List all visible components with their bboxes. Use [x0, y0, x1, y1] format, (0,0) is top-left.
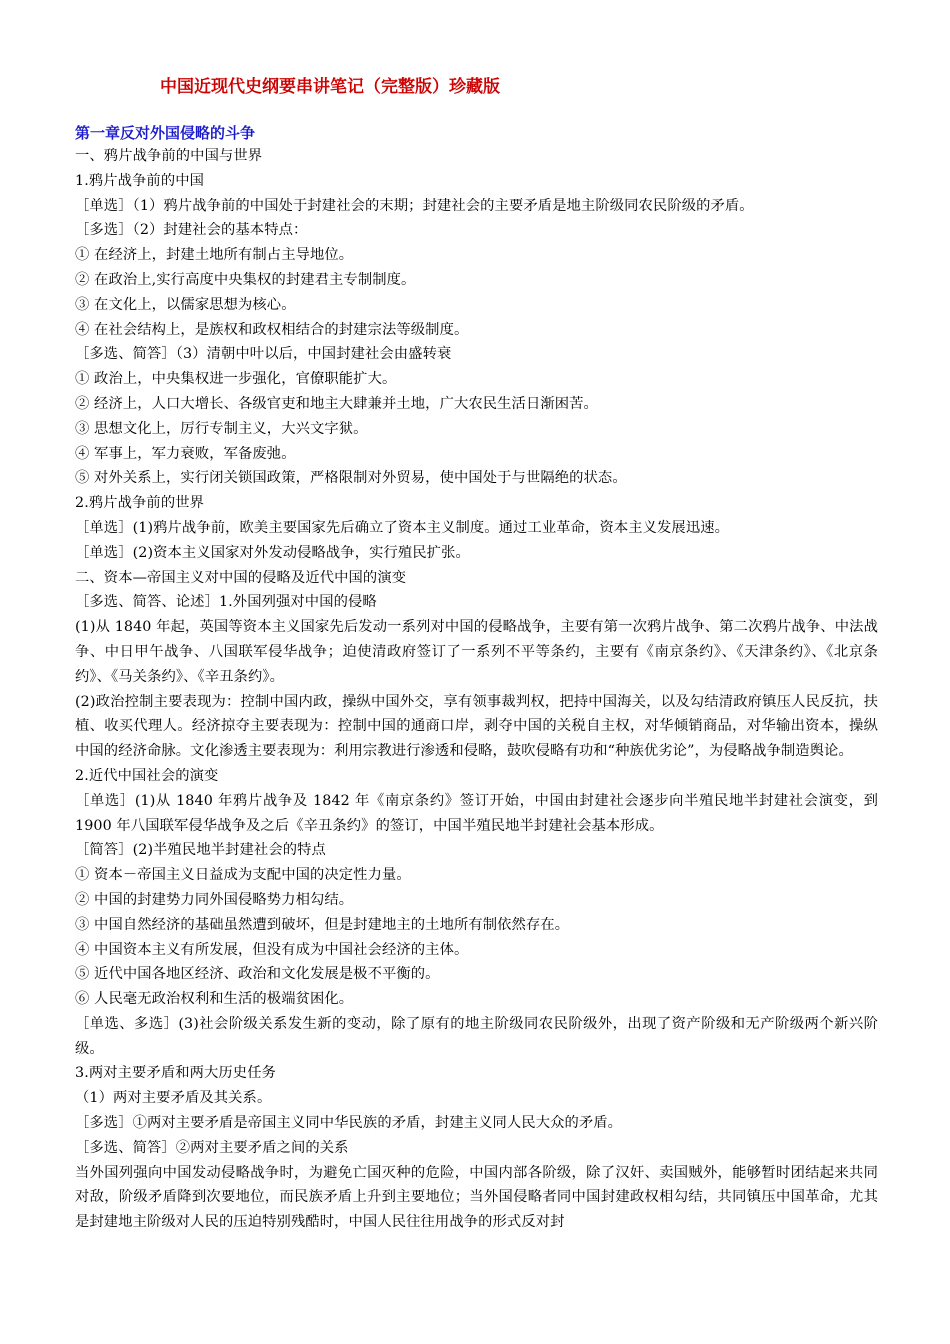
document-body: [75, 144, 878, 1235]
list-item: ② 经济上，人口大增长、各级官吏和地主大肆兼并土地，广大农民生活日渐困苦。: [75, 395, 598, 412]
paragraph: （1）两对主要矛盾及其关系。: [75, 1090, 272, 1107]
section-heading: 二、资本—帝国主义对中国的侵略及近代中国的演变: [75, 569, 407, 586]
paragraph: ［单选］（1）鸦片战争前的中国处于封建社会的末期；封建社会的主要矛盾是地主阶级同农民阶级的矛盾。: [75, 197, 754, 214]
list-item: ④ 中国资本主义有所发展，但没有成为中国社会经济的主体。: [75, 941, 469, 958]
list-item: ⑤ 近代中国各地区经济、政治和文化发展是极不平衡的。: [75, 966, 440, 983]
paragraph: ［单选］(1)鸦片战争前，欧美主要国家先后确立了资本主义制度。通过工业革命，资本主义发展迅速。: [75, 519, 730, 536]
list-item: ① 资本－帝国主义日益成为支配中国的决定性力量。: [75, 867, 411, 884]
document-title: 中国近现代史纲要串讲笔记（完整版）珍藏版: [160, 77, 500, 97]
subsection-heading: 2.鸦片战争前的世界: [75, 495, 205, 512]
paragraph: ［简答］(2)半殖民地半封建社会的特点: [75, 842, 326, 859]
chapter-title: 第一章反对外国侵略的斗争: [75, 124, 256, 142]
list-item: ① 政治上，中央集权进一步强化，官僚职能扩大。: [75, 371, 397, 388]
paragraph: ［多选］①两对主要矛盾是帝国主义同中华民族的矛盾，封建主义同人民大众的矛盾。: [75, 1115, 623, 1132]
paragraph: ［多选、简答］②两对主要矛盾之间的关系: [75, 1139, 349, 1156]
list-item: ③ 在文化上，以儒家思想为核心。: [75, 296, 296, 313]
list-item: ② 中国的封建势力同外国侵略势力相勾结。: [75, 891, 354, 908]
list-item: ⑤ 对外关系上，实行闭关锁国政策，严格限制对外贸易，使中国处于与世隔绝的状态。: [75, 470, 627, 487]
list-item: ⑥ 人民毫无政治权利和生活的极端贫困化。: [75, 991, 354, 1008]
paragraph: (1)从 1840 年起，英国等资本主义国家先后发动一系列对中国的侵略战争，主要有第一次鸦片战争、第二次鸦片战争、中法战争、中日甲午战争、八国联军侵华战争；迫使清政府签订了一系列不平等条约，主要有《南京条约》、《天津条约》、《北京条约》、《马关条约》、《辛丑条约》。: [75, 619, 878, 685]
list-item: ③ 中国自然经济的基础虽然遭到破坏，但是封建地主的土地所有制依然存在。: [75, 916, 570, 933]
document-page: [75, 72, 878, 1235]
paragraph: ［多选、简答、论述］1.外国列强对中国的侵略: [75, 594, 377, 611]
subsection-heading: 2.近代中国社会的演变: [75, 767, 219, 784]
list-item: ③ 思想文化上，厉行专制主义，大兴文字狱。: [75, 420, 368, 437]
subsection-heading: 1.鸦片战争前的中国: [75, 172, 205, 189]
list-item: ④ 军事上，军力衰败，军备废弛。: [75, 445, 296, 462]
paragraph: ［单选］(1)从 1840 年鸦片战争及 1842 年《南京条约》签订开始，中国由封建社会逐步向半殖民地半封建社会演变，到 1900 年八国联军侵华战争及之后《辛丑条约》的签订，中国半殖民地半封建社会基本形成。: [75, 792, 878, 834]
paragraph: 当外国列强向中国发动侵略战争时，为避免亡国灭种的危险，中国内部各阶级，除了汉奸、卖国贼外，能够暂时团结起来共同对敌，阶级矛盾降到次要地位，而民族矛盾上升到主要地位；当外国侵略者同中国封建政权相勾结，共同镇压中国革命，尤其是封建地主阶级对人民的压迫特别残酷时，中国人民往往用战争的形式反对封: [75, 1164, 878, 1231]
list-item: ① 在经济上，封建土地所有制占主导地位。: [75, 247, 354, 264]
section-heading: 一、鸦片战争前的中国与世界: [75, 148, 263, 164]
paragraph: ［单选］(2)资本主义国家对外发动侵略战争，实行殖民扩张。: [75, 544, 470, 561]
subsection-heading: 3.两对主要矛盾和两大历史任务: [75, 1065, 276, 1082]
list-item: ④ 在社会结构上，是族权和政权相结合的封建宗法等级制度。: [75, 321, 469, 338]
paragraph: ［单选、多选］(3)社会阶级关系发生新的变动，除了原有的地主阶级同农民阶级外，出现了资产阶级和无产阶级两个新兴阶级。: [75, 1015, 878, 1057]
paragraph: (2)政治控制主要表现为：控制中国内政，操纵中国外交，享有领事裁判权，把持中国海关，以及勾结清政府镇压人民反抗，扶植、收买代理人。经济掠夺主要表现为：控制中国的通商口岸，剥夺中国的关税自主权，对华倾销商品，对华输出资本，操纵中国的经济命脉。文化渗透主要表现为：利用宗教进行渗透和侵略，鼓吹侵略有功和“种族优劣论”，为侵略战争制造舆论。: [75, 693, 878, 760]
paragraph: ［多选、简答］（3）清朝中叶以后，中国封建社会由盛转衰: [75, 346, 452, 363]
paragraph: ［多选］（2）封建社会的基本特点：: [75, 222, 308, 239]
list-item: ② 在政治上,实行高度中央集权的封建君主专制制度。: [75, 271, 416, 288]
